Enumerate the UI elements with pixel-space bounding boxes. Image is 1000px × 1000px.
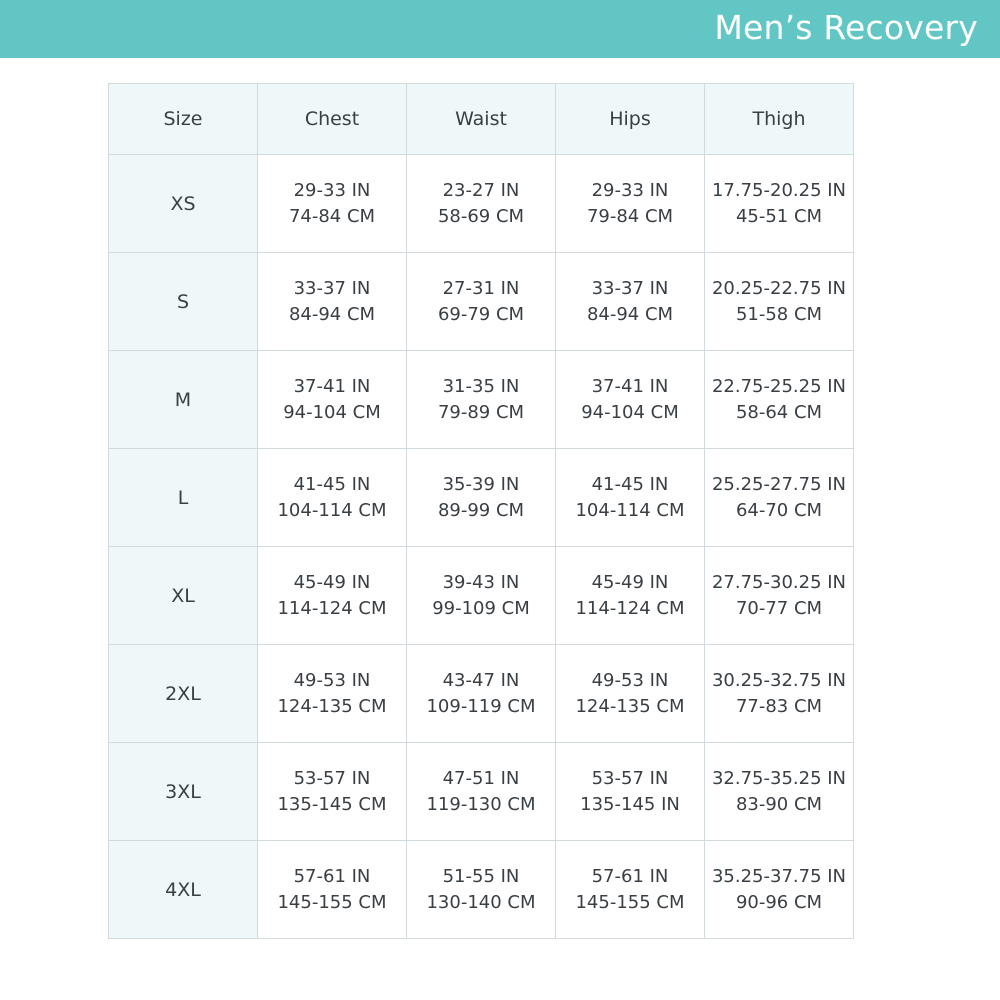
hips-in-value: 29-33 IN: [591, 179, 669, 201]
waist-cell: [407, 449, 556, 547]
size-chart-table: [108, 83, 854, 939]
hips-cm-value: 84-94 CM: [586, 303, 674, 325]
page-title: Men’s Recovery: [714, 8, 978, 47]
hips-in-value: 37-41 IN: [591, 375, 669, 397]
chest-in-value: 53-57 IN: [293, 767, 371, 789]
waist-cm-value: 99-109 CM: [432, 597, 530, 619]
thigh-cm-value: 51-58 CM: [735, 303, 823, 325]
thigh-cm-value: 90-96 CM: [735, 891, 823, 913]
chest-cell: [258, 841, 407, 939]
waist-cell: [407, 841, 556, 939]
thigh-in-value: 35.25-37.75 IN: [711, 865, 847, 887]
waist-cell: [407, 155, 556, 253]
size-label: 3XL: [109, 743, 258, 841]
hips-cell: [556, 547, 705, 645]
hips-in-value: 41-45 IN: [591, 473, 669, 495]
chest-cm-value: 84-94 CM: [288, 303, 376, 325]
hips-cm-value: 135-145 IN: [580, 793, 680, 815]
column-header-size: Size: [109, 84, 258, 155]
hips-cm-value: 94-104 CM: [581, 401, 679, 423]
thigh-in-value: 32.75-35.25 IN: [711, 767, 847, 789]
thigh-in-value: 30.25-32.75 IN: [711, 669, 847, 691]
hips-in-value: 53-57 IN: [591, 767, 669, 789]
column-header-hips: Hips: [556, 84, 705, 155]
table-row: [109, 253, 854, 351]
waist-in-value: 43-47 IN: [442, 669, 520, 691]
hips-cell: [556, 351, 705, 449]
thigh-cm-value: 45-51 CM: [735, 205, 823, 227]
chest-cell: [258, 351, 407, 449]
thigh-cm-value: 58-64 CM: [735, 401, 823, 423]
waist-cm-value: 58-69 CM: [437, 205, 525, 227]
thigh-in-value: 17.75-20.25 IN: [711, 179, 847, 201]
column-header-chest: Chest: [258, 84, 407, 155]
thigh-in-value: 22.75-25.25 IN: [711, 375, 847, 397]
chest-cell: [258, 449, 407, 547]
table-row: [109, 645, 854, 743]
thigh-cell: [705, 841, 854, 939]
chest-in-value: 33-37 IN: [293, 277, 371, 299]
hips-in-value: 57-61 IN: [591, 865, 669, 887]
size-label: M: [109, 351, 258, 449]
thigh-cm-value: 83-90 CM: [735, 793, 823, 815]
hips-in-value: 45-49 IN: [591, 571, 669, 593]
hips-in-value: 33-37 IN: [591, 277, 669, 299]
waist-cell: [407, 743, 556, 841]
thigh-cell: [705, 743, 854, 841]
waist-cell: [407, 351, 556, 449]
thigh-cell: [705, 547, 854, 645]
hips-cm-value: 79-84 CM: [586, 205, 674, 227]
chest-in-value: 49-53 IN: [293, 669, 371, 691]
hips-cell: [556, 841, 705, 939]
size-label: 4XL: [109, 841, 258, 939]
column-header-thigh: Thigh: [705, 84, 854, 155]
size-label: XL: [109, 547, 258, 645]
hips-cell: [556, 449, 705, 547]
chest-cm-value: 145-155 CM: [277, 891, 387, 913]
column-header-waist: Waist: [407, 84, 556, 155]
hips-cell: [556, 743, 705, 841]
waist-in-value: 27-31 IN: [442, 277, 520, 299]
thigh-cell: [705, 449, 854, 547]
thigh-in-value: 20.25-22.75 IN: [711, 277, 847, 299]
chest-in-value: 37-41 IN: [293, 375, 371, 397]
table-row: [109, 351, 854, 449]
waist-in-value: 31-35 IN: [442, 375, 520, 397]
chest-cell: [258, 155, 407, 253]
header-row: [109, 84, 854, 155]
waist-cell: [407, 645, 556, 743]
size-label: L: [109, 449, 258, 547]
waist-in-value: 47-51 IN: [442, 767, 520, 789]
thigh-cell: [705, 351, 854, 449]
table-row: [109, 155, 854, 253]
waist-in-value: 39-43 IN: [442, 571, 520, 593]
hips-cm-value: 145-155 CM: [575, 891, 685, 913]
chest-cm-value: 94-104 CM: [283, 401, 381, 423]
thigh-cell: [705, 645, 854, 743]
thigh-in-value: 27.75-30.25 IN: [711, 571, 847, 593]
title-banner: [0, 0, 1000, 58]
table-header: [109, 84, 854, 155]
chest-in-value: 57-61 IN: [293, 865, 371, 887]
thigh-cell: [705, 155, 854, 253]
chest-cm-value: 114-124 CM: [277, 597, 387, 619]
hips-cm-value: 104-114 CM: [575, 499, 685, 521]
size-label: XS: [109, 155, 258, 253]
chest-cell: [258, 253, 407, 351]
waist-cell: [407, 547, 556, 645]
waist-in-value: 23-27 IN: [442, 179, 520, 201]
chest-cm-value: 104-114 CM: [277, 499, 387, 521]
waist-cm-value: 69-79 CM: [437, 303, 525, 325]
waist-cell: [407, 253, 556, 351]
table-row: [109, 743, 854, 841]
chest-in-value: 41-45 IN: [293, 473, 371, 495]
chest-in-value: 45-49 IN: [293, 571, 371, 593]
size-label: S: [109, 253, 258, 351]
thigh-cm-value: 70-77 CM: [735, 597, 823, 619]
waist-cm-value: 89-99 CM: [437, 499, 525, 521]
chest-cm-value: 74-84 CM: [288, 205, 376, 227]
hips-in-value: 49-53 IN: [591, 669, 669, 691]
thigh-in-value: 25.25-27.75 IN: [711, 473, 847, 495]
table-body: [109, 155, 854, 939]
hips-cm-value: 124-135 CM: [575, 695, 685, 717]
table-row: [109, 449, 854, 547]
hips-cm-value: 114-124 CM: [575, 597, 685, 619]
thigh-cell: [705, 253, 854, 351]
waist-cm-value: 79-89 CM: [437, 401, 525, 423]
chest-cm-value: 124-135 CM: [277, 695, 387, 717]
chest-cell: [258, 645, 407, 743]
hips-cell: [556, 155, 705, 253]
waist-cm-value: 119-130 CM: [426, 793, 536, 815]
chest-cell: [258, 743, 407, 841]
hips-cell: [556, 253, 705, 351]
thigh-cm-value: 77-83 CM: [735, 695, 823, 717]
chest-cell: [258, 547, 407, 645]
hips-cell: [556, 645, 705, 743]
waist-in-value: 35-39 IN: [442, 473, 520, 495]
table-row: [109, 841, 854, 939]
waist-cm-value: 109-119 CM: [426, 695, 536, 717]
table-row: [109, 547, 854, 645]
thigh-cm-value: 64-70 CM: [735, 499, 823, 521]
chest-in-value: 29-33 IN: [293, 179, 371, 201]
waist-cm-value: 130-140 CM: [426, 891, 536, 913]
size-label: 2XL: [109, 645, 258, 743]
chest-cm-value: 135-145 CM: [277, 793, 387, 815]
waist-in-value: 51-55 IN: [442, 865, 520, 887]
